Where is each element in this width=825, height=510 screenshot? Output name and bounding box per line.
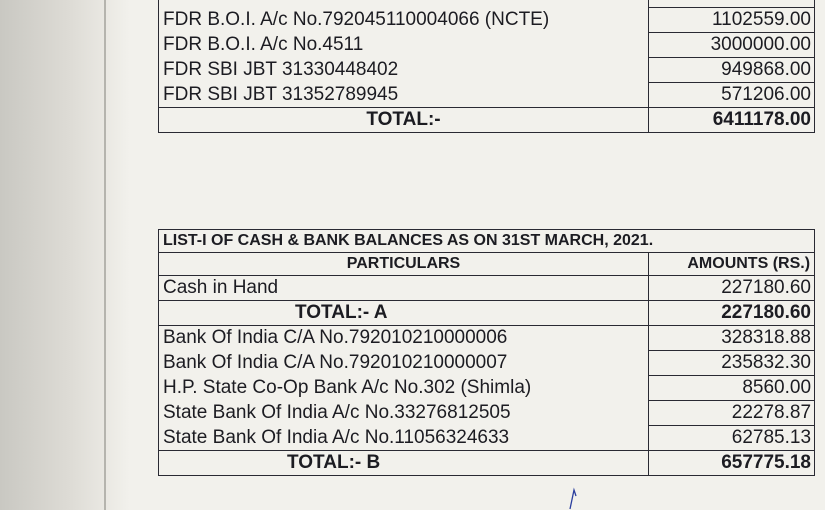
table-row bbox=[159, 33, 815, 58]
table-row bbox=[159, 376, 815, 401]
table-row bbox=[159, 58, 815, 83]
total-a-row bbox=[159, 301, 815, 326]
bank-particulars: H.P. State Co-Op Bank A/c No.302 (Shimla) bbox=[159, 376, 649, 401]
fdr-particulars: FDR B.O.I. A/c No.4511 bbox=[159, 33, 649, 58]
bank-amount: 328318.88 bbox=[649, 326, 815, 351]
column-header-amounts: AMOUNTS (RS.) bbox=[649, 253, 815, 276]
table-row bbox=[159, 276, 815, 301]
fdr-amount: 949868.00 bbox=[649, 58, 815, 83]
fdr-particulars: FDR SBI JBT 31352789945 bbox=[159, 83, 649, 108]
column-header-particulars: PARTICULARS bbox=[159, 253, 649, 276]
bank-particulars: State Bank Of India A/c No.33276812505 bbox=[159, 401, 649, 426]
bank-amount: 235832.30 bbox=[649, 351, 815, 376]
total-a-amount: 227180.60 bbox=[649, 301, 815, 326]
total-a-label: TOTAL:- A bbox=[159, 301, 649, 326]
bank-amount: 22278.87 bbox=[649, 401, 815, 426]
bank-amount: 8560.00 bbox=[649, 376, 815, 401]
table-title: LIST-I OF CASH & BANK BALANCES AS ON 31ST MARCH, 2021. bbox=[159, 230, 815, 253]
signature-mark bbox=[556, 486, 586, 510]
table-row bbox=[159, 401, 815, 426]
table-row bbox=[159, 326, 815, 351]
cash-particulars: Cash in Hand bbox=[159, 276, 649, 301]
fdr-particulars: FDR B.O.I. A/c No.792045110004066 (NCTE) bbox=[159, 8, 649, 33]
table-row bbox=[159, 426, 815, 451]
page-edge-shadow bbox=[0, 0, 130, 510]
cash-amount: 227180.60 bbox=[649, 276, 815, 301]
fdr-total-row bbox=[159, 108, 815, 133]
table-row bbox=[159, 351, 815, 376]
cash-bank-table bbox=[158, 229, 815, 476]
bank-particulars: Bank Of India C/A No.792010210000006 bbox=[159, 326, 649, 351]
page-edge-line bbox=[104, 0, 106, 510]
bank-particulars: State Bank Of India A/c No.11056324633 bbox=[159, 426, 649, 451]
total-b-amount: 657775.18 bbox=[649, 451, 815, 476]
table-header-row bbox=[159, 253, 815, 276]
fdr-amount: 571206.00 bbox=[649, 83, 815, 108]
fdr-particulars: FDR SBI JBT 31330448402 bbox=[159, 58, 649, 83]
total-b-label: TOTAL:- B bbox=[159, 451, 649, 476]
table-row bbox=[159, 0, 815, 8]
table-title-row bbox=[159, 230, 815, 253]
total-b-row bbox=[159, 451, 815, 476]
fdr-row-cropped bbox=[159, 0, 649, 8]
table-row bbox=[159, 83, 815, 108]
fdr-amount-cropped bbox=[649, 0, 815, 8]
table-row bbox=[159, 8, 815, 33]
bank-amount: 62785.13 bbox=[649, 426, 815, 451]
bank-particulars: Bank Of India C/A No.792010210000007 bbox=[159, 351, 649, 376]
fdr-total-label: TOTAL:- bbox=[159, 108, 649, 133]
fdr-total-amount: 6411178.00 bbox=[649, 108, 815, 133]
fdr-amount: 1102559.00 bbox=[649, 8, 815, 33]
fdr-amount: 3000000.00 bbox=[649, 33, 815, 58]
fdr-table bbox=[158, 0, 815, 133]
